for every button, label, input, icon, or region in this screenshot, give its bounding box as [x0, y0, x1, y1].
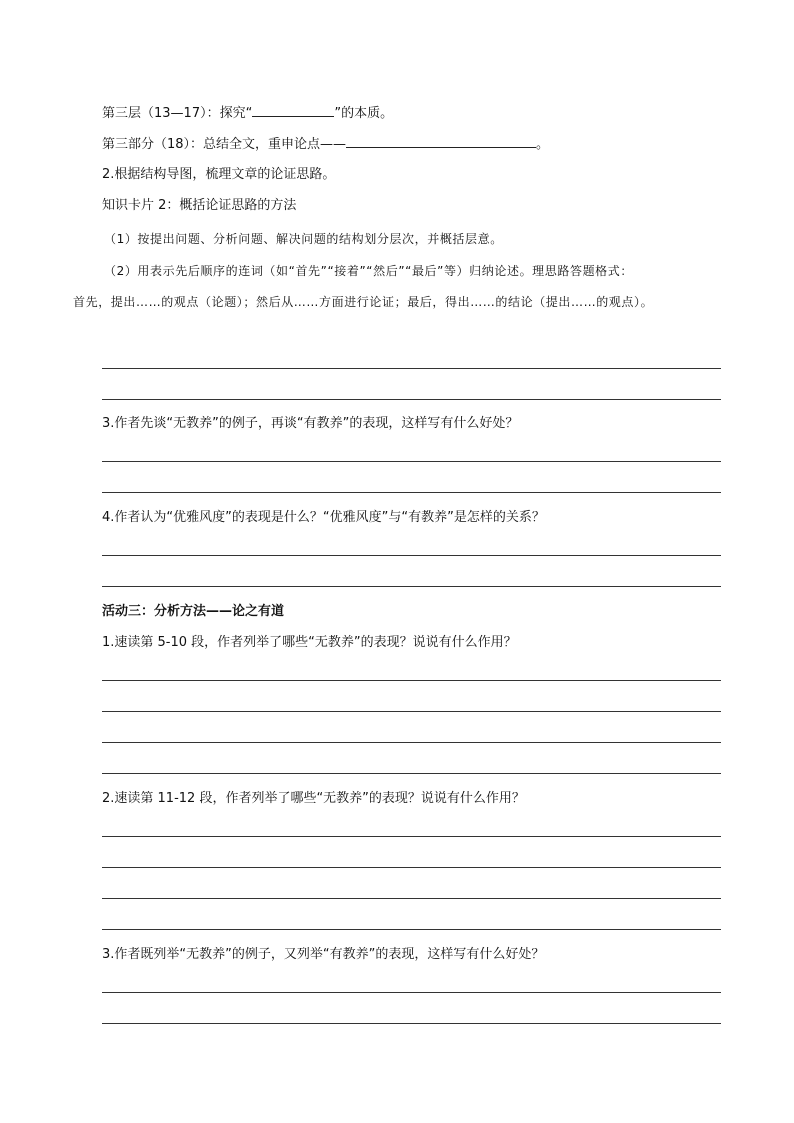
answer-line[interactable] — [102, 867, 721, 868]
card-point-2: （2）用表示先后顺序的连词（如“首先”“接着”“然后”“最后”等）归纳论述。理思路答题格式： — [104, 264, 633, 278]
layer3-blank[interactable] — [252, 104, 334, 117]
card-point-2-cont: 首先，提出……的观点（论题）；然后从……方面进行论证；最后，得出……的结论（提出……的观点）。 — [73, 295, 654, 309]
activity3-question-3: 3.作者既列举“无教养”的例子，又列举“有教养”的表现，这样写有什么好处？ — [102, 947, 545, 962]
answer-line[interactable] — [102, 555, 721, 556]
answer-line[interactable] — [102, 773, 721, 774]
part3-prefix: 第三部分（18）：总结全文，重申论点—— — [102, 137, 347, 152]
knowledge-card-title: 知识卡片 2：概括论证思路的方法 — [102, 198, 297, 213]
activity3-heading: 活动三：分析方法——论之有道 — [102, 604, 285, 619]
answer-line[interactable] — [102, 742, 721, 743]
question-3: 3.作者先谈“无教养”的例子，再谈“有教养”的表现，这样写有什么好处？ — [102, 416, 519, 431]
layer3-suffix: ”的本质。 — [334, 106, 394, 121]
answer-line[interactable] — [102, 992, 721, 993]
answer-line[interactable] — [102, 586, 721, 587]
activity3-question-1: 1.速读第 5-10 段，作者列举了哪些“无教养”的表现？说说有什么作用？ — [102, 635, 517, 650]
part3-suffix: 。 — [536, 137, 550, 152]
answer-line[interactable] — [102, 1023, 721, 1024]
item2-text: 2.根据结构导图，梳理文章的论证思路。 — [102, 167, 336, 182]
card-point-1: （1）按提出问题、分析问题、解决问题的结构划分层次，并概括层意。 — [104, 232, 503, 246]
answer-line[interactable] — [102, 368, 721, 369]
answer-line[interactable] — [102, 711, 721, 712]
question-4: 4.作者认为“优雅风度”的表现是什么？“优雅风度”与“有教养”是怎样的关系？ — [102, 510, 545, 525]
layer3-prefix: 第三层（13—17）：探究“ — [102, 106, 253, 121]
answer-line[interactable] — [102, 836, 721, 837]
activity3-question-2: 2.速读第 11-12 段，作者列举了哪些“无教养”的表现？说说有什么作用？ — [102, 791, 525, 806]
answer-line[interactable] — [102, 399, 721, 400]
answer-line[interactable] — [102, 898, 721, 899]
part3-line — [102, 135, 549, 153]
answer-line[interactable] — [102, 680, 721, 681]
answer-line[interactable] — [102, 461, 721, 462]
layer3-line — [102, 104, 393, 122]
answer-line[interactable] — [102, 929, 721, 930]
answer-line[interactable] — [102, 492, 721, 493]
part3-blank[interactable] — [346, 135, 536, 148]
